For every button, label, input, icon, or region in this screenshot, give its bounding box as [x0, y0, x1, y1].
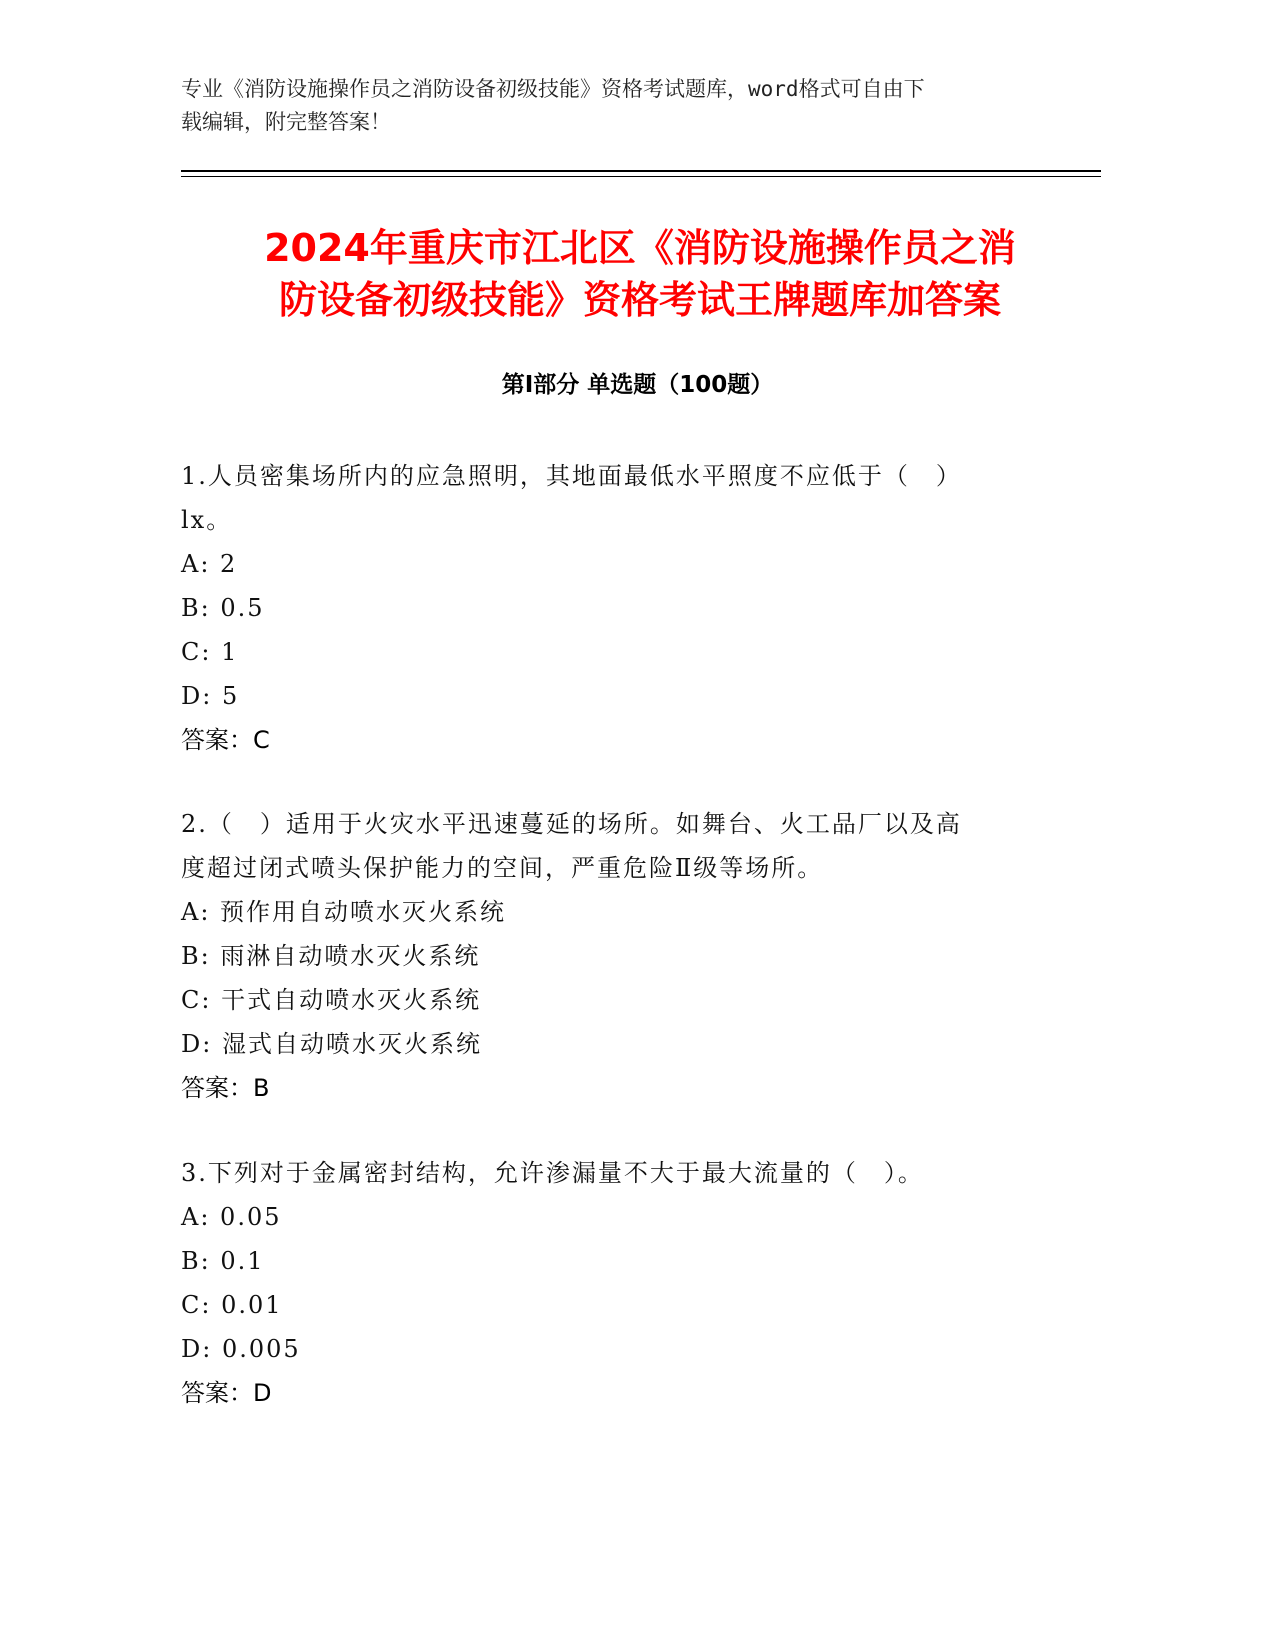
- question-2: [181, 802, 1041, 1110]
- question-stem-continued: 度超过闭式喷头保护能力的空间，严重危险Ⅱ级等场所。: [181, 854, 824, 882]
- document-title: [150, 222, 1130, 326]
- option-a: A: 预作用自动喷水灭火系统: [181, 898, 507, 926]
- option-d: D: 0.005: [181, 1335, 301, 1363]
- option-d: D: 湿式自动喷水灭火系统: [181, 1030, 482, 1058]
- header-rule-thick: [181, 170, 1101, 172]
- document-title-line-1: 2024年重庆市江北区《消防设施操作员之消: [264, 226, 1016, 270]
- header-note-line-2: 载编辑，附完整答案！: [181, 110, 391, 134]
- question-stem: 2.（ ）适用于火灾水平迅速蔓延的场所。如舞台、火工品厂以及高: [181, 810, 962, 838]
- header-rule-thin: [181, 176, 1101, 177]
- header-note: [181, 73, 1041, 139]
- question-1: [181, 454, 1041, 762]
- question-stem-continued: lx。: [181, 506, 233, 534]
- document-title-line-2: 防设备初级技能》资格考试王牌题库加答案: [278, 278, 1001, 322]
- question-3: [181, 1151, 1041, 1415]
- question-stem: 1.人员密集场所内的应急照明，其地面最低水平照度不应低于（ ）: [181, 462, 962, 490]
- option-a: A: 2: [181, 550, 238, 578]
- option-b: B: 雨淋自动喷水灭火系统: [181, 942, 481, 970]
- option-c: C: 干式自动喷水灭火系统: [181, 986, 482, 1014]
- header-note-line-1: 专业《消防设施操作员之消防设备初级技能》资格考试题库，word格式可自由下: [181, 77, 925, 101]
- option-d: D: 5: [181, 682, 240, 710]
- answer: 答案：D: [181, 1379, 272, 1407]
- answer: 答案：C: [181, 726, 270, 754]
- option-c: C: 1: [181, 638, 239, 666]
- option-b: B: 0.1: [181, 1247, 265, 1275]
- option-a: A: 0.05: [181, 1203, 282, 1231]
- option-c: C: 0.01: [181, 1291, 283, 1319]
- question-stem: 3.下列对于金属密封结构，允许渗漏量不大于最大流量的（ ）。: [181, 1159, 924, 1187]
- option-b: B: 0.5: [181, 594, 265, 622]
- section-title: 第Ⅰ部分 单选题（100题）: [501, 372, 774, 398]
- answer: 答案：B: [181, 1074, 270, 1102]
